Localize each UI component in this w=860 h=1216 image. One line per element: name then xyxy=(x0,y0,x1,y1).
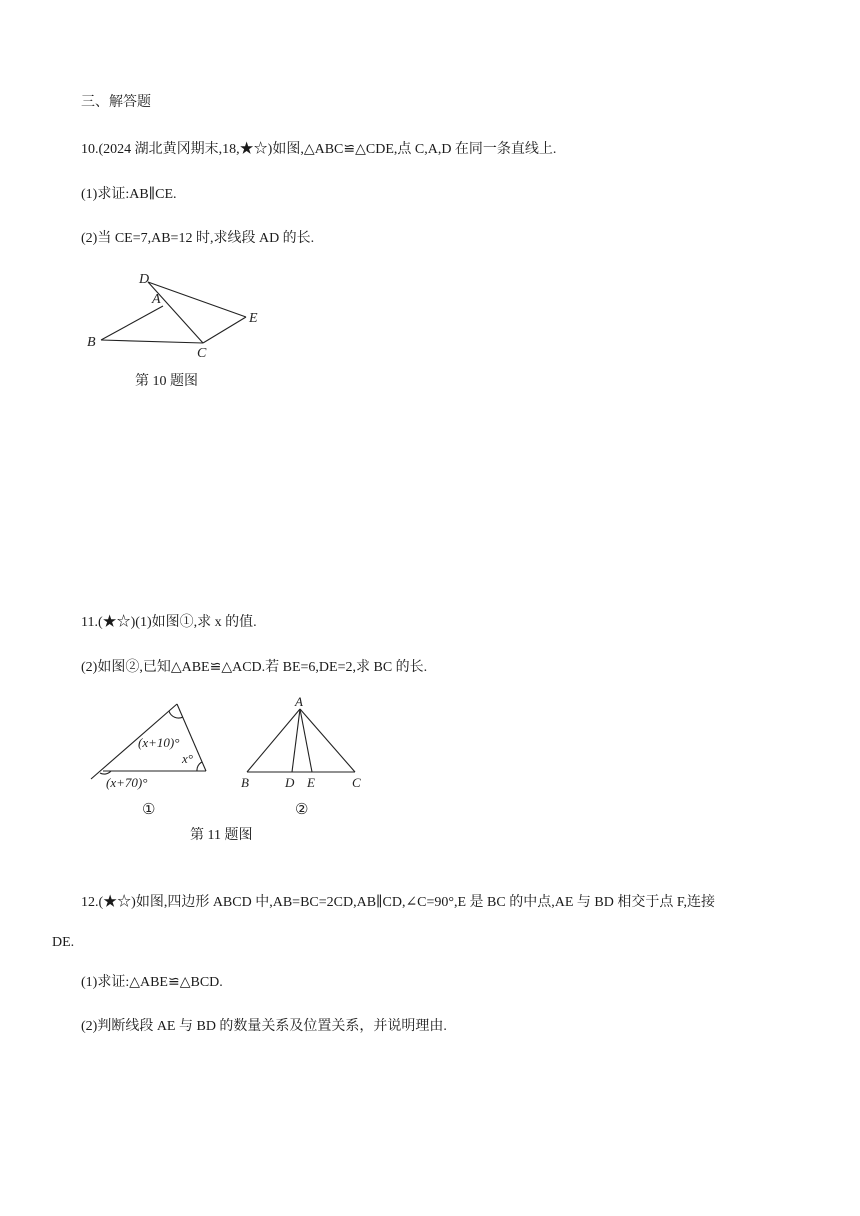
q10-stem: 10.(2024 湖北黄冈期末,18,★☆)如图,△ABC≌△CDE,点 C,A,D 在同一条直线上. xyxy=(81,142,557,157)
label-c: C xyxy=(197,346,207,361)
fig2-label-a: A xyxy=(295,694,303,709)
q11-figures xyxy=(80,690,380,820)
angle-label-top: (x+10)° xyxy=(138,735,180,750)
q10-part1: (1)求证:AB∥CE. xyxy=(81,187,177,202)
q11-caption: 第 11 题图 xyxy=(190,828,253,843)
q11-stem: 11.(★☆)(1)如图①,求 x 的值. xyxy=(81,615,257,630)
figure1-tag: ① xyxy=(142,802,156,818)
fig2-label-c: C xyxy=(352,775,361,790)
label-e: E xyxy=(249,311,258,326)
figure2-tag: ② xyxy=(295,802,309,818)
angle-arc-right xyxy=(197,762,202,771)
segment-ce xyxy=(203,317,246,343)
segment-ba xyxy=(101,306,163,340)
angle-label-right: x° xyxy=(182,751,193,766)
segment-de xyxy=(148,282,246,317)
label-d: D xyxy=(139,272,150,287)
angle-label-ext: (x+70)° xyxy=(106,775,148,790)
q12-stem-line1: 12.(★☆)如图,四边形 ABCD 中,AB=BC=2CD,AB∥CD,∠C=90°,E 是 BC 的中点,AE 与 BD 相交于点 F,连接 xyxy=(81,895,716,910)
q12-stem-line2: DE. xyxy=(52,935,75,950)
section-title: 三、解答题 xyxy=(81,95,151,110)
fig2-label-b: B xyxy=(241,775,249,790)
q12-part2: (2)判断线段 AE 与 BD 的数量关系及位置关系，并说明理由. xyxy=(81,1019,447,1034)
q10-caption: 第 10 题图 xyxy=(135,374,198,389)
segment-bc xyxy=(101,340,203,343)
q10-part2: (2)当 CE=7,AB=12 时,求线段 AD 的长. xyxy=(81,231,315,246)
q12-part1: (1)求证:△ABE≌△BCD. xyxy=(81,975,223,990)
fig2-label-d: D xyxy=(285,775,295,790)
label-a: A xyxy=(152,292,161,307)
fig2-label-e: E xyxy=(307,775,315,790)
figure2-triangle xyxy=(247,709,355,772)
label-b: B xyxy=(87,335,96,350)
q11-part2: (2)如图②,已知△ABE≌△ACD.若 BE=6,DE=2,求 BC 的长. xyxy=(81,660,428,675)
